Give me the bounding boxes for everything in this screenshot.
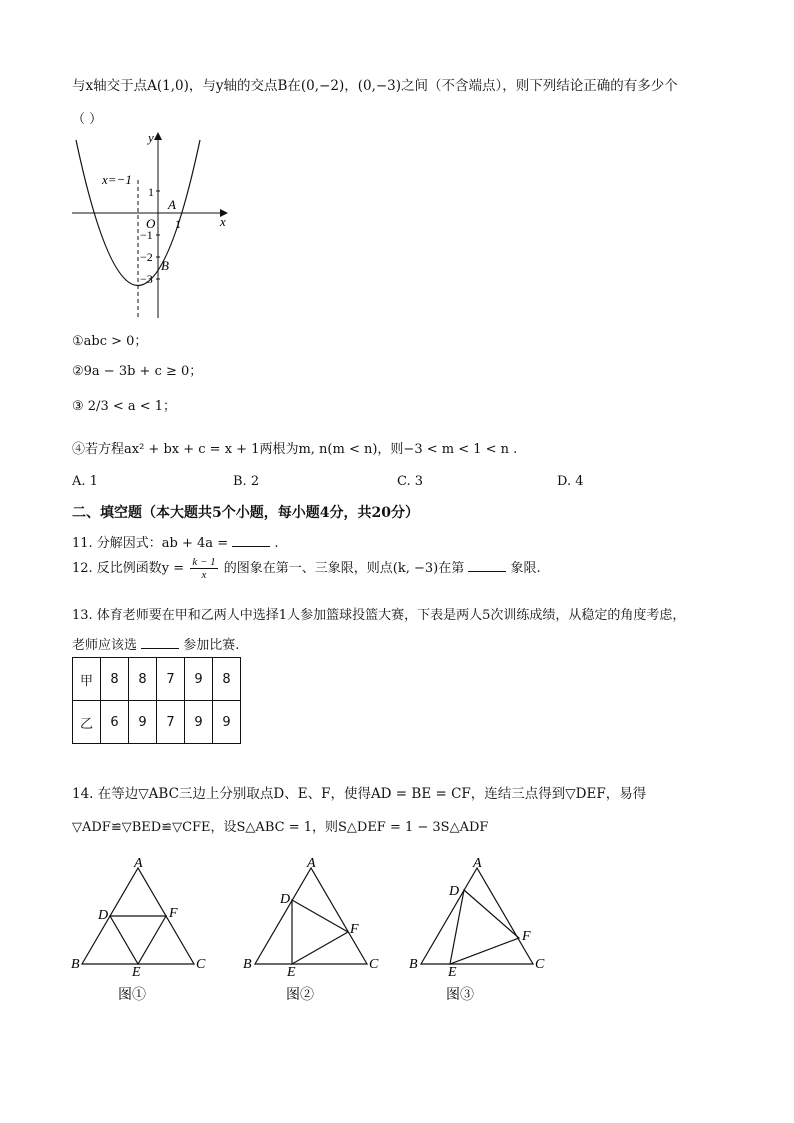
fig3-label-d: D (449, 884, 460, 899)
sym-line-label: x=−1 (102, 172, 132, 187)
axis-y-label: y (148, 130, 154, 145)
fig3-caption: 图③ (446, 988, 474, 1003)
table-cell: 6 (101, 701, 129, 744)
fig1-label-f: F (169, 906, 178, 921)
point-b-label: B (161, 258, 169, 273)
fig3-label-f: F (522, 929, 531, 944)
y-axis-arrow (154, 132, 162, 140)
parabola-graph (68, 128, 238, 323)
axis-x-label: x (220, 214, 226, 229)
fig3-label-b: B (409, 957, 418, 972)
table-cell: 9 (185, 658, 213, 701)
table-cell: 7 (157, 701, 185, 744)
fig2-caption: 图② (286, 988, 314, 1003)
q12-blank[interactable] (468, 559, 506, 572)
q10-stem: 与x轴交于点A(1,0)，与y轴的交点B在(0,−2)，(0,−3)之间（不含端点），则下列结论正确的有多少个 (72, 78, 678, 94)
fig2-label-f: F (350, 922, 359, 937)
fig1-label-c: C (196, 957, 206, 972)
table-cell: 8 (101, 658, 129, 701)
table-cell: 8 (129, 658, 157, 701)
q13-line2a: 老师应该选 (72, 638, 138, 653)
scores-table (72, 657, 241, 744)
tick-1: 1 (148, 185, 154, 199)
fig1-label-d: D (98, 908, 109, 923)
fig1-label-b: B (71, 957, 80, 972)
option-a: A. 1 (72, 474, 98, 489)
fig2-label-a: A (307, 856, 316, 871)
fig3-label-a: A (473, 856, 482, 871)
table-cell: 9 (213, 701, 241, 744)
fig2-label-c: C (369, 957, 379, 972)
fig3-label-e: E (448, 965, 457, 980)
statement-3: ③ 2/3 < a < 1； (72, 399, 177, 414)
fig1-label-e: E (132, 965, 141, 980)
table-cell: 8 (213, 658, 241, 701)
fig1-caption: 图① (118, 988, 146, 1003)
table-cell: 甲 (73, 658, 101, 701)
tick-neg3: −3 (140, 272, 153, 286)
q11 (72, 532, 279, 551)
table-row (73, 701, 241, 744)
tick-x1: 1 (175, 217, 181, 231)
fig2-label-d: D (280, 892, 291, 907)
q12-end: 象限. (510, 561, 541, 576)
statement-1: ①abc > 0； (72, 334, 148, 349)
table-cell: 9 (185, 701, 213, 744)
q12-numerator: k − 1 (192, 556, 216, 568)
q13-line2b: 参加比赛. (183, 638, 240, 653)
figure-2 (255, 868, 367, 964)
q11-text: 11. 分解因式：ab + 4a = (72, 536, 229, 551)
figure-3 (421, 868, 533, 964)
point-a-label: A (168, 197, 176, 212)
triangle-figures (60, 850, 560, 1010)
tick-neg2: −2 (140, 250, 153, 264)
fig3-label-c: C (535, 957, 545, 972)
fig2-label-e: E (287, 965, 296, 980)
q12-denominator: x (201, 569, 207, 581)
origin-label: O (146, 216, 156, 231)
fig1-label-a: A (134, 856, 143, 871)
tick-neg1: −1 (140, 228, 153, 242)
fig2-label-b: B (243, 957, 252, 972)
option-d: D. 4 (557, 474, 584, 489)
q12-fraction (190, 556, 217, 581)
option-c: C. 3 (397, 474, 424, 489)
q11-end: . (274, 536, 279, 551)
table-cell: 9 (129, 701, 157, 744)
q11-blank[interactable] (232, 534, 270, 547)
section-title: 二、填空题（本大题共5个小题，每小题4分，共20分） (72, 505, 419, 521)
statement-2: ②9a − 3b + c ≥ 0； (72, 364, 203, 379)
table-cell: 乙 (73, 701, 101, 744)
table-cell: 7 (157, 658, 185, 701)
q12-post: 的图象在第一、三象限，则点(k, −3)在第 (223, 561, 465, 576)
q12 (72, 556, 541, 581)
option-b: B. 2 (233, 474, 260, 489)
q12-pre: 12. 反比例函数y = (72, 561, 185, 576)
q14-line2: ▽ADF≌▽BED≌▽CFE，设S△ABC = 1，则S△DEF = 1 − 3S△ADF (72, 820, 489, 835)
q10-paren: （ ） (72, 112, 103, 127)
q13-line1: 13. 体育老师要在甲和乙两人中选择1人参加篮球投篮大赛，下表是两人5次训练成绩，从稳定的角度考虑， (72, 608, 686, 623)
statement-4: ④若方程ax² + bx + c = x + 1两根为m, n(m < n)，则−3 < m < 1 < n . (72, 442, 518, 457)
q13-blank[interactable] (141, 636, 179, 649)
table-row (73, 658, 241, 701)
q14-line1: 14. 在等边▽ABC三边上分别取点D、E、F，使得AD = BE = CF，连结三点得到▽DEF，易得 (72, 786, 647, 802)
q13-line2 (72, 634, 239, 653)
